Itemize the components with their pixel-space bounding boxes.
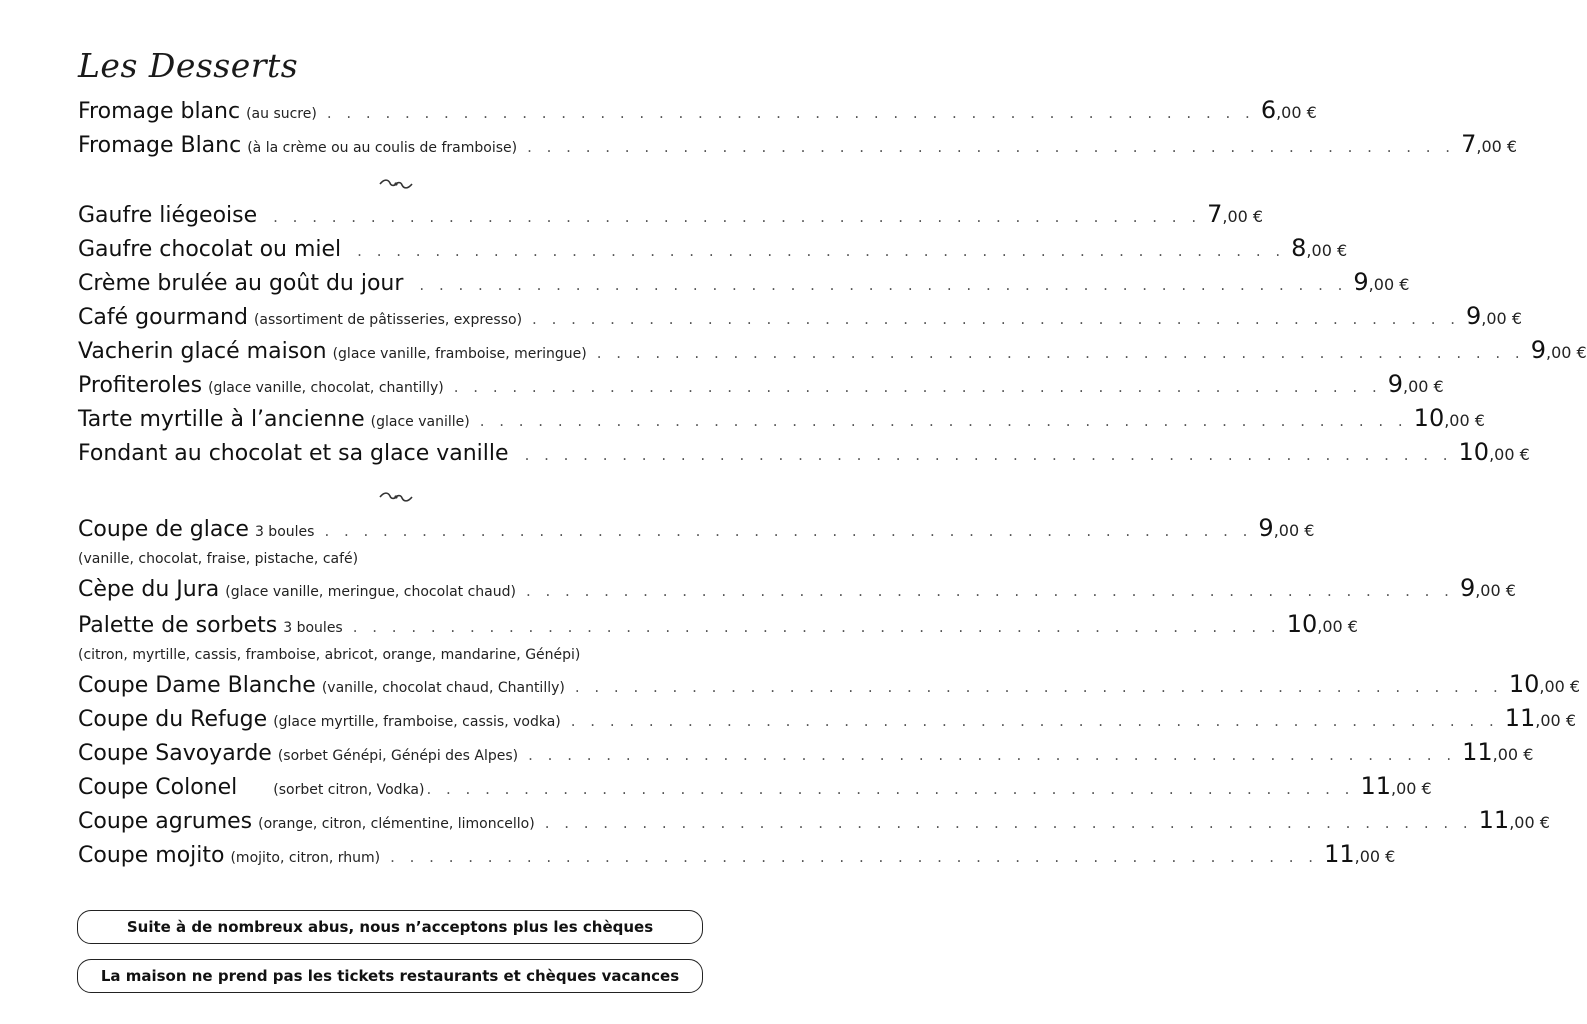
item-name: Coupe mojito	[78, 843, 225, 868]
item-name: Coupe agrumes	[78, 809, 253, 834]
item-price-cents: ,00 €	[1545, 343, 1587, 362]
item-price-cents: ,00 €	[1481, 309, 1522, 328]
menu-item	[78, 840, 1396, 874]
item-price: 11	[1324, 840, 1355, 868]
item-name: Fromage blanc	[78, 99, 241, 124]
dot-leader: . . . . . . . . . . . . . . . . . . . . . . . . . . . . . . . . . . . . . . . . . . . . . . . .	[574, 678, 1503, 696]
dot-leader: . . . . . . . . . . . . . . . . . . . . . . . . . . . . . . . . . . . . . . . . . . . . . . . .	[273, 208, 1202, 226]
menu-item	[78, 302, 1522, 336]
item-price: 11	[1462, 738, 1493, 766]
item-price: 10	[1413, 404, 1445, 432]
dot-leader: . . . . . . . . . . . . . . . . . . . . . . . . . . . . . . . . . . . . . . . . . . . . . . . .	[479, 412, 1408, 430]
item-price: 9	[1466, 302, 1482, 330]
menu-item	[78, 130, 1518, 164]
item-name: Tarte myrtille à l’ancienne	[78, 407, 365, 432]
item-description: (vanille, chocolat chaud, Chantilly)	[321, 680, 565, 696]
item-name: Gaufre liégeoise	[78, 203, 258, 228]
item-description: (mojito, citron, rhum)	[230, 850, 381, 866]
item-price-cents: ,00 €	[1222, 207, 1264, 226]
item-name: Crème brulée au goût du jour	[78, 271, 404, 296]
dot-leader: . . . . . . . . . . . . . . . . . . . . . . . . . . . . . . . . . . . . . . . . . . . . . . . .	[528, 746, 1457, 764]
dot-leader: . . . . . . . . . . . . . . . . . . . . . . . . . . . . . . . . . . . . . . . . . . . . . . . .	[357, 242, 1286, 260]
dot-leader: . . . . . . . . . . . . . . . . . . . . . . . . . . . . . . . . . . . . . . . . . . . . . . . .	[390, 848, 1319, 866]
item-subdescription: (citron, myrtille, cassis, framboise, abricot, orange, mandarine, Génépi)	[78, 647, 581, 663]
tickets-notice-text: La maison ne prend pas les tickets restaurants et chèques vacances	[100, 967, 680, 985]
item-name: Vacherin glacé maison	[78, 339, 327, 364]
dot-leader: . . . . . . . . . . . . . . . . . . . . . . . . . . . . . . . . . . . . . . . . . . . . . . . .	[524, 446, 1453, 464]
menu-item	[78, 438, 1530, 472]
dot-leader: . . . . . . . . . . . . . . . . . . . . . . . . . . . . . . . . . . . . . . . . . . . . . . . .	[525, 582, 1454, 600]
menu-item	[78, 234, 1348, 268]
item-subdescription: (vanille, chocolat, fraise, pistache, café)	[78, 551, 359, 567]
item-description: 3 boules	[283, 620, 343, 636]
item-price-cents: ,00 €	[1509, 813, 1550, 832]
tickets-notice-box	[77, 959, 703, 993]
ornament-divider-icon	[378, 178, 414, 190]
item-price: 9	[1353, 268, 1369, 296]
item-price: 8	[1291, 234, 1307, 262]
item-name: Profiteroles	[78, 373, 203, 398]
item-name: Coupe du Refuge	[78, 707, 268, 732]
item-description: 3 boules	[254, 524, 315, 540]
item-price: 9	[1530, 336, 1546, 364]
dot-leader: . . . . . . . . . . . . . . . . . . . . . . . . . . . . . . . . . . . . . . . . . . . . . . . .	[527, 138, 1456, 156]
item-price: 10	[1508, 670, 1540, 698]
item-price: 10	[1286, 610, 1318, 638]
item-description: (glace vanille, chocolat, chantilly)	[208, 380, 444, 396]
item-price-cents: ,00 €	[1354, 847, 1396, 866]
item-price-cents: ,00 €	[1475, 581, 1516, 600]
menu-item	[78, 514, 1315, 548]
item-price-cents: ,00 €	[1444, 411, 1485, 430]
menu-item	[78, 336, 1587, 370]
menu-item	[78, 96, 1317, 130]
item-price: 7	[1207, 200, 1223, 228]
item-price-cents: ,00 €	[1368, 275, 1410, 294]
item-description: (glace myrtille, framboise, cassis, vodka)	[273, 714, 561, 730]
item-description: (sorbet Génépi, Génépi des Alpes)	[277, 748, 519, 764]
item-name: Coupe Dame Blanche	[78, 673, 316, 698]
item-price: 11	[1360, 772, 1391, 800]
item-name: Gaufre chocolat ou miel	[78, 237, 342, 262]
item-price-cents: ,00 €	[1492, 745, 1534, 764]
item-description: (glace vanille, meringue, chocolat chaud)	[225, 584, 516, 600]
item-price-cents: ,00 €	[1535, 711, 1576, 730]
dot-leader: . . . . . . . . . . . . . . . . . . . . . . . . . . . . . . . . . . . . . . . . . . . . . . . .	[352, 618, 1281, 636]
item-description: (sorbet citron, Vodka)	[273, 782, 425, 798]
item-name: Fondant au chocolat et sa glace vanille	[78, 441, 509, 466]
item-name: Coupe de glace	[78, 517, 249, 542]
item-description: (à la crème ou au coulis de framboise)	[247, 140, 518, 156]
menu-item	[78, 404, 1485, 438]
item-price: 9	[1258, 514, 1274, 542]
cheque-notice-text: Suite à de nombreux abus, nous n’acceptons plus les chèques	[126, 918, 654, 936]
item-price-cents: ,00 €	[1276, 103, 1317, 122]
item-price-cents: ,00 €	[1489, 445, 1530, 464]
item-price-cents: ,00 €	[1391, 779, 1432, 798]
dot-leader: . . . . . . . . . . . . . . . . . . . . . . . . . . . . . . . . . . . . . . . . . . . . . . . .	[326, 104, 1255, 122]
item-name: Café gourmand	[78, 305, 248, 330]
item-name: Coupe Colonel	[78, 775, 238, 800]
dot-leader: . . . . . . . . . . . . . . . . . . . . . . . . . . . . . . . . . . . . . . . . . . . . . . . .	[426, 780, 1355, 798]
dot-leader: . . . . . . . . . . . . . . . . . . . . . . . . . . . . . . . . . . . . . . . . . . . . . . . .	[453, 378, 1382, 396]
ornament-divider-icon	[378, 491, 414, 503]
menu-item	[78, 806, 1550, 840]
item-price: 11	[1478, 806, 1510, 834]
menu-item	[78, 268, 1410, 302]
menu-item	[78, 574, 1516, 608]
dot-leader: . . . . . . . . . . . . . . . . . . . . . . . . . . . . . . . . . . . . . . . . . . . . . . . .	[544, 814, 1473, 832]
item-name: Fromage Blanc	[78, 133, 242, 158]
menu-item	[78, 772, 1432, 806]
item-price: 11	[1504, 704, 1536, 732]
dot-leader: . . . . . . . . . . . . . . . . . . . . . . . . . . . . . . . . . . . . . . . . . . . . . . . .	[570, 712, 1499, 730]
item-price-cents: ,00 €	[1476, 137, 1518, 156]
item-description: (glace vanille, framboise, meringue)	[332, 346, 587, 362]
cheque-notice-box	[77, 910, 703, 944]
item-price: 9	[1387, 370, 1403, 398]
item-name: Coupe Savoyarde	[78, 741, 272, 766]
menu-item	[78, 370, 1444, 404]
menu-item	[78, 670, 1581, 704]
item-description: (glace vanille)	[370, 414, 470, 430]
item-name: Palette de sorbets	[78, 613, 278, 638]
page-title: Les Desserts	[78, 46, 299, 85]
item-price-cents: ,00 €	[1273, 521, 1315, 540]
item-price-cents: ,00 €	[1317, 617, 1358, 636]
item-price: 10	[1458, 438, 1490, 466]
item-price-cents: ,00 €	[1403, 377, 1444, 396]
item-price-cents: ,00 €	[1539, 677, 1581, 696]
dot-leader: . . . . . . . . . . . . . . . . . . . . . . . . . . . . . . . . . . . . . . . . . . . . . . . .	[596, 344, 1525, 362]
menu-item	[78, 610, 1358, 644]
dot-leader: . . . . . . . . . . . . . . . . . . . . . . . . . . . . . . . . . . . . . . . . . . . . . . . .	[419, 276, 1348, 294]
menu-item	[78, 738, 1534, 772]
item-description: (au sucre)	[246, 106, 317, 122]
item-price: 6	[1260, 96, 1277, 124]
item-price: 7	[1461, 130, 1477, 158]
item-description: (assortiment de pâtisseries, expresso)	[253, 312, 523, 328]
menu-item	[78, 200, 1264, 234]
item-description: (orange, citron, clémentine, limoncello)	[258, 816, 535, 832]
dot-leader: . . . . . . . . . . . . . . . . . . . . . . . . . . . . . . . . . . . . . . . . . . . . . . . .	[532, 310, 1460, 328]
menu-item	[78, 704, 1576, 738]
item-name: Cèpe du Jura	[78, 577, 220, 602]
item-price: 9	[1459, 574, 1476, 602]
dot-leader: . . . . . . . . . . . . . . . . . . . . . . . . . . . . . . . . . . . . . . . . . . . . . . . .	[324, 522, 1253, 540]
item-price-cents: ,00 €	[1306, 241, 1348, 260]
